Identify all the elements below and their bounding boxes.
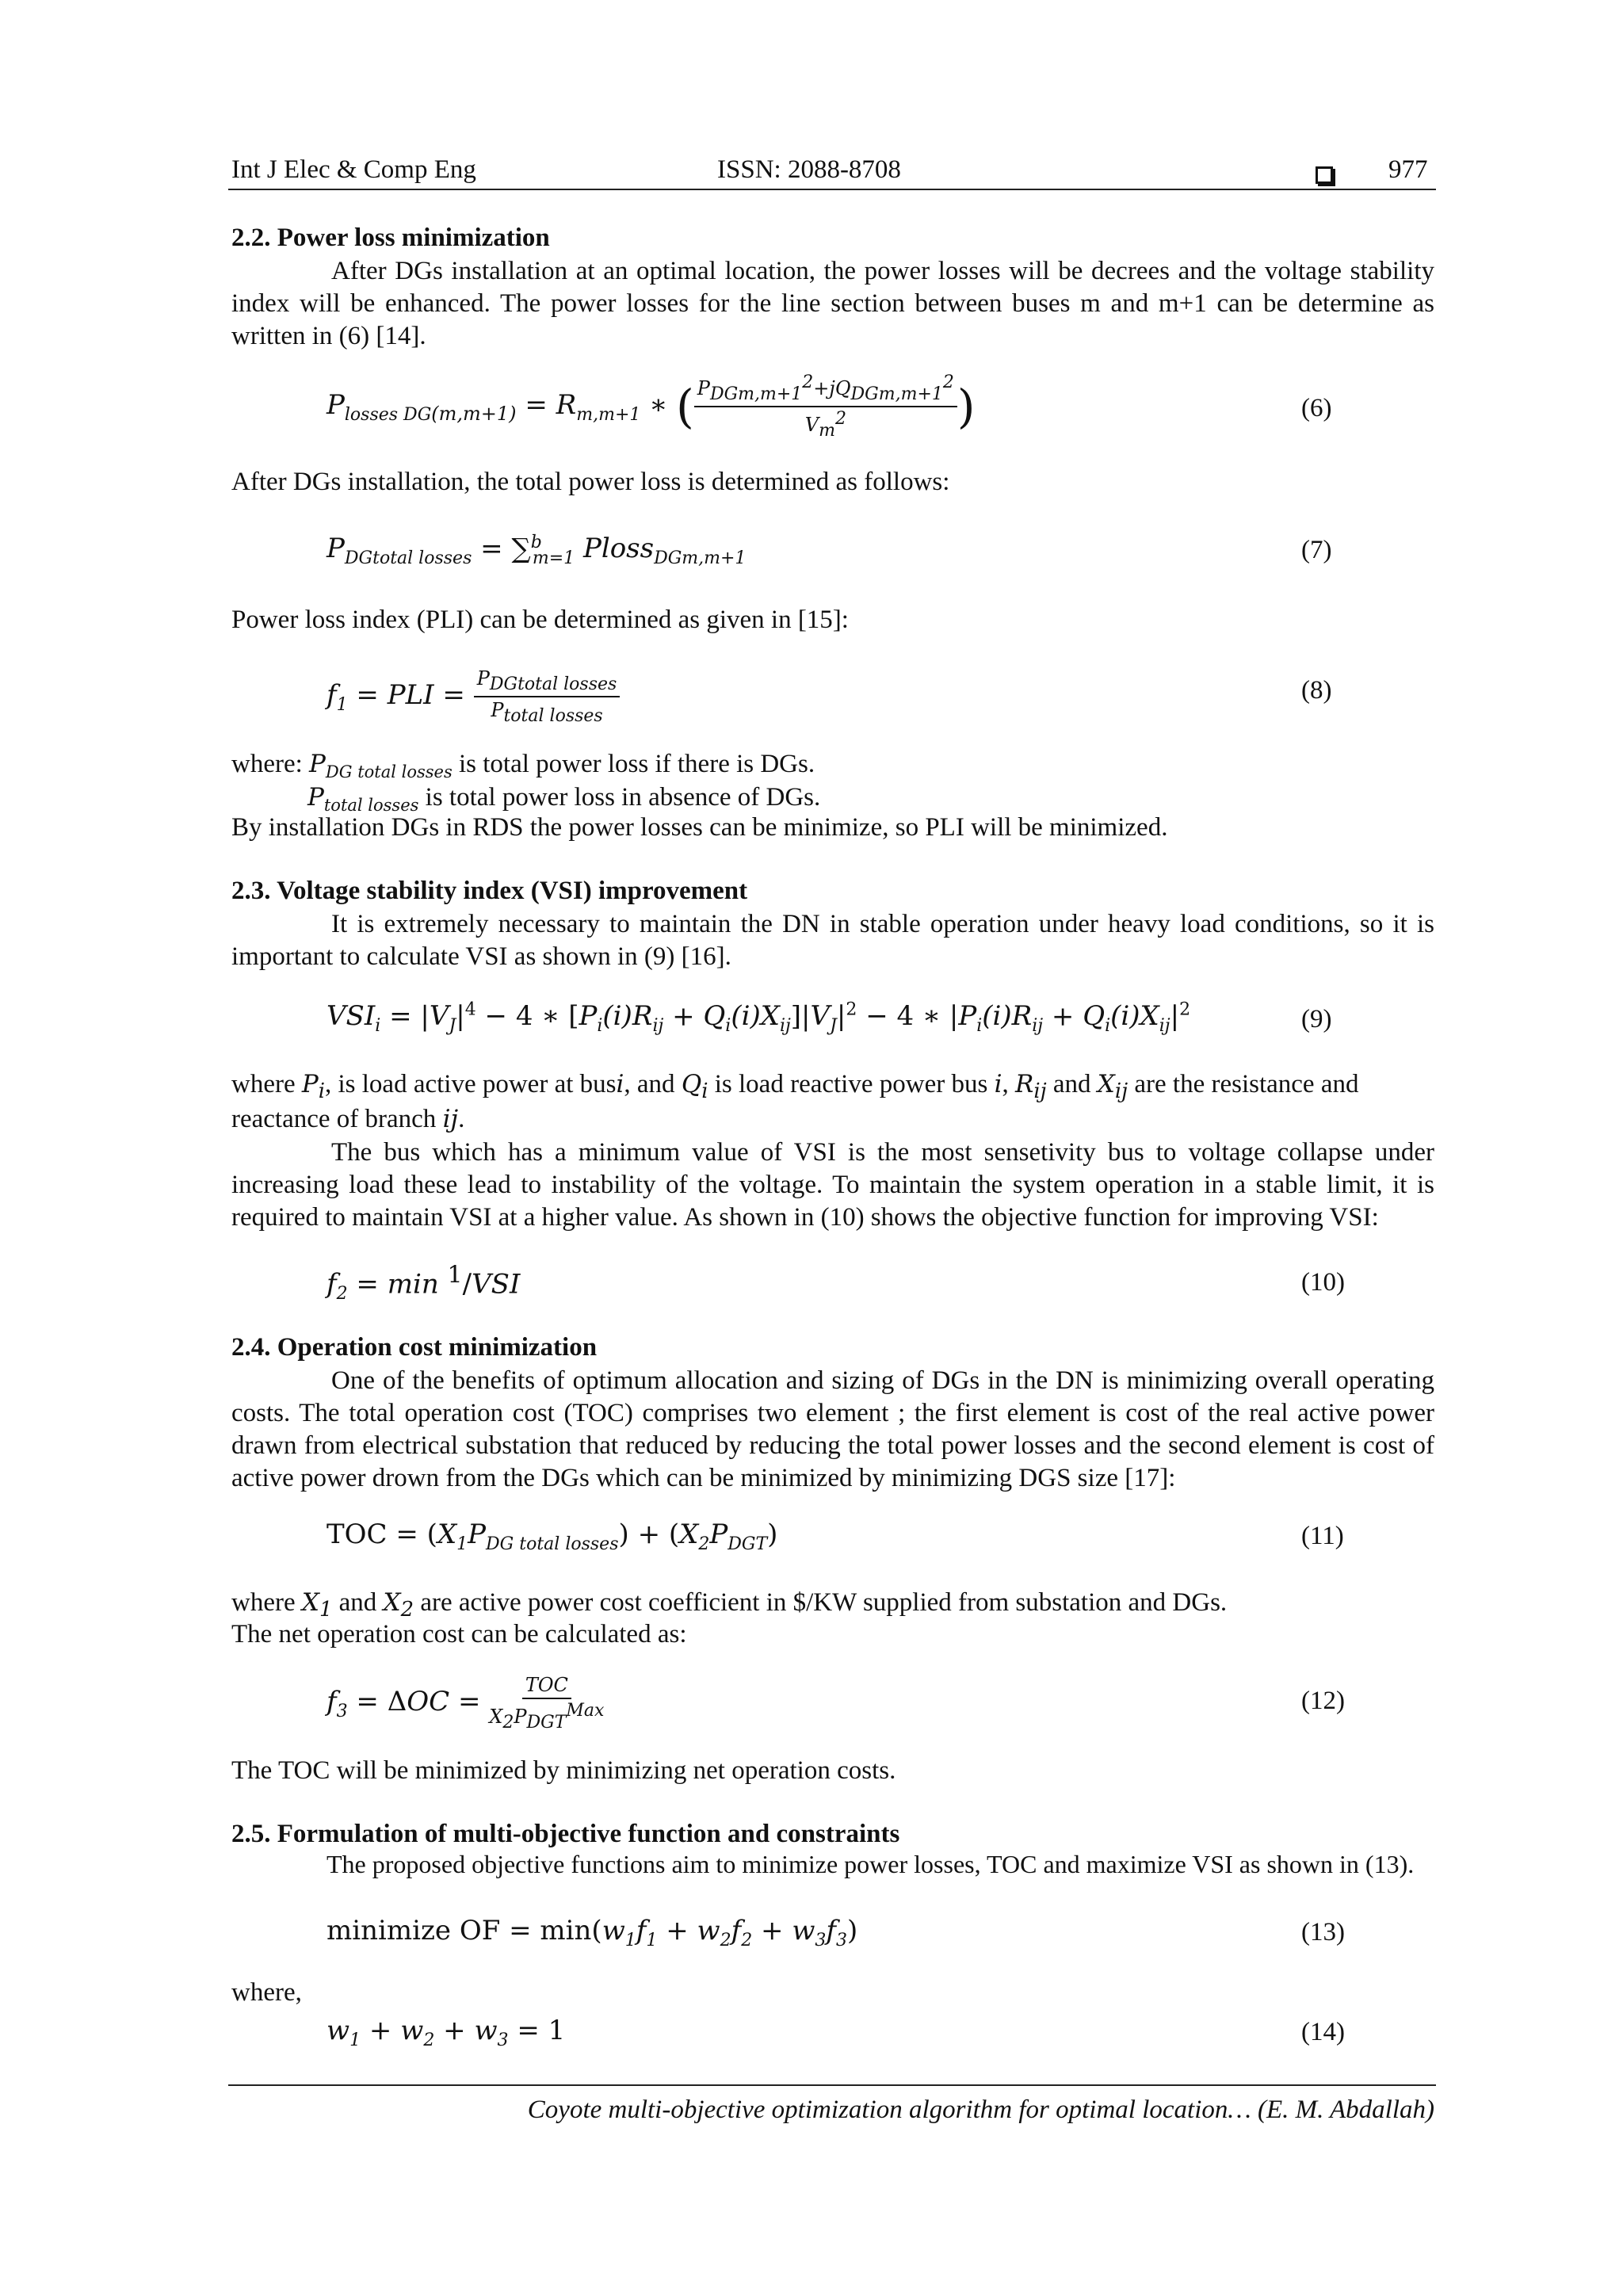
where-text: is total power loss if there is DGs. (452, 750, 815, 778)
box-icon (1316, 162, 1333, 191)
section-2-2-paragraph-4: By installation DGs in RDS the power losses can be minimize, so PLI will be minimized. (231, 813, 1168, 842)
equation-number: (8) (1301, 676, 1332, 705)
equation-number: (10) (1301, 1268, 1345, 1297)
section-2-2-title: 2.2. Power loss minimization (231, 223, 550, 252)
equation-12: $f_3 = \Delta OC$ = $\frac{\text{TOC}}{X_2P_{DGT}^{Max}}$ (327, 1674, 605, 1733)
section-2-4-title: 2.4. Operation cost minimization (231, 1333, 598, 1362)
text: is load reactive power bus (708, 1070, 995, 1098)
text: , and (624, 1070, 682, 1098)
text: , (1002, 1070, 1015, 1098)
text: . (458, 1105, 465, 1133)
text: , is load active power at bus (325, 1070, 617, 1098)
section-2-2-paragraph-2: After DGs installation, the total power loss is determined as follows: (231, 468, 950, 496)
where-label: where, (231, 1978, 302, 2007)
equation-number: (6) (1301, 394, 1332, 422)
header-rule (228, 189, 1436, 190)
paragraph-text: It is extremely necessary to maintain the DN in stable operation under heavy load conditions, so it is important to calculate VSI as shown in (9) [16]. (231, 910, 1434, 971)
where-line-1: where: $P_{DG total losses}$ is total power loss if there is DGs. (231, 750, 815, 782)
section-2-3-paragraph-2 (231, 1137, 1434, 1234)
paragraph-text: One of the benefits of optimum allocation and sizing of DGs in the DN is minimizing overall operating costs. The total operation cost (TOC) comprises two element ; the first element is cost of the real active power drawn from electrical substation that reduced by reducing the total power losses and the second element is cost of active power drown from the DGs which can be minimized by minimizing DGS size [17]: (231, 1366, 1434, 1492)
text: and (332, 1588, 384, 1617)
journal-name: Int J Elec & Comp Eng (231, 155, 476, 184)
equation-11: TOC = $(X_1P_{DG total losses}) + (X_2P_{DGT})$ (327, 1519, 778, 1554)
text: where (231, 1070, 302, 1098)
section-2-4-paragraph-2: The net operation cost can be calculated as: (231, 1620, 687, 1648)
equation-7: $P_{DGtotal losses} = \sum^b_{m=1}$ Ploss$_{DGm,m+1}$ (327, 533, 747, 569)
section-2-5-paragraph-1: The proposed objective functions aim to minimize power losses, TOC and maximize VSI as shown in (13). (327, 1850, 1415, 1878)
equation-number: (14) (1301, 2018, 1345, 2046)
where-line-2: $P_{total losses}$ is total power loss in absence of DGs. (307, 783, 821, 816)
where-line-vsi: where $P_i$, is load active power at busi, and $Q_i$ is load reactive power bus i, $R_{ij}$ and $X_{ij}$ are the resistance and (231, 1070, 1359, 1104)
equation-number: (13) (1301, 1918, 1345, 1946)
where-label: where: (231, 750, 310, 778)
text: and (1046, 1070, 1098, 1098)
text: are the resistance and (1128, 1070, 1359, 1098)
footer-citation: Coyote multi-objective optimization algorithm for optimal location… (E. M. Abdallah) (527, 2095, 1434, 2124)
where-line-toc: where $X_1$ and $X_2$ are active power cost coefficient in $/KW supplied from substation and DGs. (231, 1588, 1228, 1622)
footer-rule (228, 2084, 1436, 2086)
equation-13: minimize OF = $\min(w_1f_1 + w_2f_2 + w_3f_3)$ (327, 1915, 858, 1950)
section-2-2-paragraph-3: Power loss index (PLI) can be determined as given in [15]: (231, 606, 849, 634)
equation-6: $P_{losses DG(m,m+1)} = R_{m,m+1}$ ∗ ( $\frac{P_{DGm,m+1}^2+jQ_{DGm,m+1}^2}{V_m^2}$ ) (327, 372, 976, 441)
section-2-3-title: 2.3. Voltage stability index (VSI) improvement (231, 877, 748, 905)
paragraph-text: After DGs installation at an optimal location, the power losses will be decrees and the voltage stability index will be enhanced. The power losses for the line section between buses m and m+1 can be determine as written in (6) [14]. (231, 257, 1434, 350)
text: where (231, 1588, 302, 1617)
equation-14: $w_1 + w_2 + w_3 = 1$ (327, 2015, 566, 2050)
issn: ISSN: 2088-8708 (717, 155, 901, 184)
paragraph-text: The bus which has a minimum value of VSI is the most sensetivity bus to voltage collapse under increasing load these lead to instability of the voltage. To maintain the system operation in a stable limit, it is required to maintain VSI at a higher value. As shown in (10) shows the objective function for improving VSI: (231, 1138, 1434, 1232)
section-2-5-title: 2.5. Formulation of multi-objective function and constraints (231, 1820, 900, 1848)
where-text: is total power loss in absence of DGs. (418, 783, 821, 812)
section-2-4-paragraph-3: The TOC will be minimized by minimizing net operation costs. (231, 1756, 896, 1785)
section-2-4-paragraph-1 (231, 1365, 1434, 1495)
section-2-3-paragraph-1 (231, 908, 1434, 973)
equation-number: (12) (1301, 1687, 1345, 1715)
equation-number: (11) (1301, 1522, 1344, 1550)
text: reactance of branch (231, 1105, 443, 1133)
equation-10: $f_2 = \min ^1/VSI$ (327, 1262, 521, 1305)
equation-8: $f_1$ = PLI = $\frac{P_{DGtotal losses}}{P_{total losses}}$ (327, 667, 620, 726)
equation-number: (9) (1301, 1005, 1332, 1033)
where-line-vsi-2: reactance of branch ij. (231, 1105, 465, 1133)
equation-9: $VSI_i = |V_J|^4 - 4$ ∗ $[P_i(i)R_{ij} + Q_i(i)X_{ij}]|V_J|^2 - 4$ ∗ $|P_i(i)R_{ij} + Q_i(i)X_{ij}|^2$ (327, 1000, 1191, 1037)
page-number: 977 (1388, 155, 1428, 184)
text: are active power cost coefficient in $/KW supplied from substation and DGs. (414, 1588, 1228, 1617)
equation-number: (7) (1301, 536, 1332, 564)
section-2-2-paragraph-1 (231, 255, 1434, 353)
